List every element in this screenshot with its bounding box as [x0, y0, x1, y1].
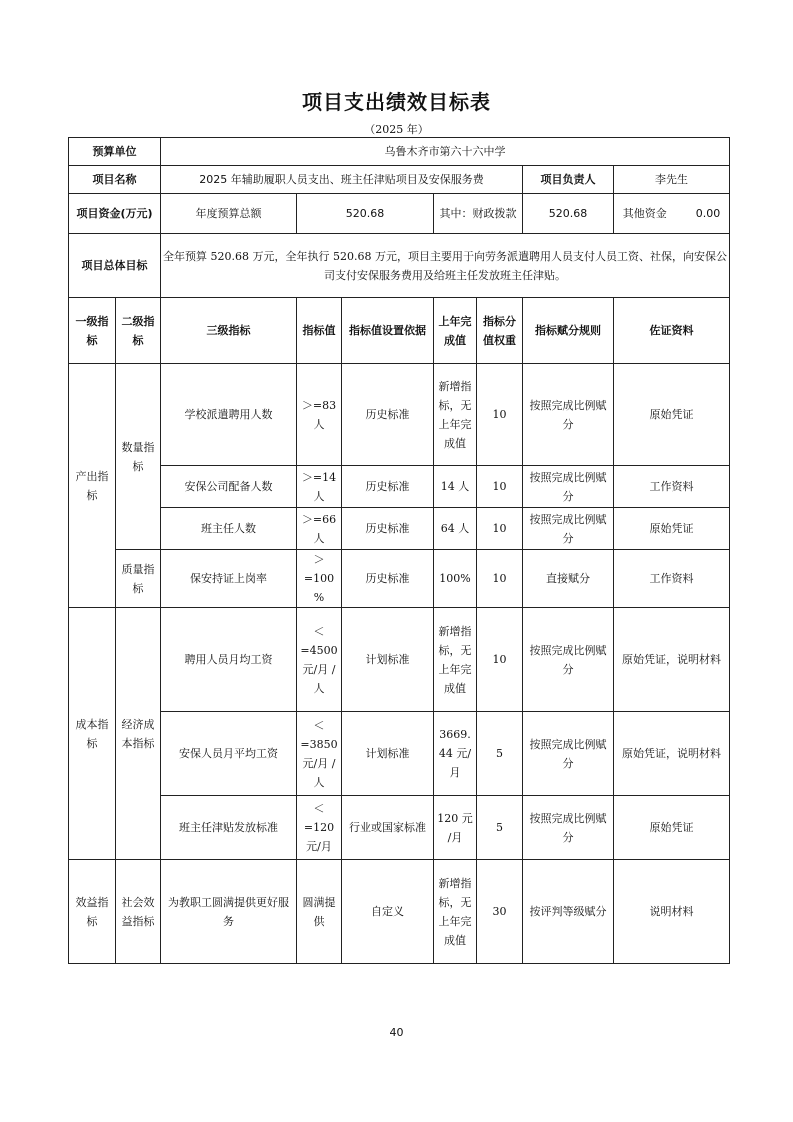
col-last-year: 上年完成值	[434, 298, 477, 364]
annual-total-label: 年度预算总额	[161, 194, 297, 234]
indicator-value: ＞ =100%	[297, 550, 342, 608]
fiscal-value: 520.68	[523, 194, 614, 234]
group-cost: 成本指标	[69, 608, 116, 860]
indicator-weight: 5	[477, 796, 523, 860]
table-row	[69, 508, 730, 550]
indicator-name: 保安持证上岗率	[161, 550, 297, 608]
other-funds-label: 其他资金	[622, 207, 667, 220]
group-social: 社会效益指标	[116, 860, 161, 964]
group-quality: 质量指标	[116, 550, 161, 608]
other-funds-cell	[614, 194, 730, 234]
indicator-basis: 自定义	[342, 860, 434, 964]
goal-label: 项目总体目标	[69, 234, 161, 298]
indicator-basis: 历史标准	[342, 550, 434, 608]
table-row	[69, 608, 730, 712]
indicator-rule: 按照完成比例赋分	[523, 796, 614, 860]
indicator-weight: 10	[477, 550, 523, 608]
indicator-weight: 5	[477, 712, 523, 796]
indicator-name: 聘用人员月均工资	[161, 608, 297, 712]
group-benefit: 效益指标	[69, 860, 116, 964]
indicator-weight: 10	[477, 364, 523, 466]
indicator-name: 班主任津贴发放标准	[161, 796, 297, 860]
indicator-basis: 计划标准	[342, 608, 434, 712]
indicator-basis: 历史标准	[342, 508, 434, 550]
budget-unit-label: 预算单位	[69, 138, 161, 166]
table-row	[69, 466, 730, 508]
indicator-basis: 计划标准	[342, 712, 434, 796]
indicator-rule: 按照完成比例赋分	[523, 466, 614, 508]
indicator-evidence: 原始凭证，说明材料	[614, 712, 730, 796]
indicator-name: 为教职工圆满提供更好服务	[161, 860, 297, 964]
leader-value: 李先生	[614, 166, 730, 194]
project-name-label: 项目名称	[69, 166, 161, 194]
col-level1: 一级指标	[69, 298, 116, 364]
indicator-last-year: 64 人	[434, 508, 477, 550]
project-name-value: 2025 年辅助履职人员支出、班主任津贴项目及安保服务费	[161, 166, 523, 194]
leader-label: 项目负责人	[523, 166, 614, 194]
annual-total-value: 520.68	[297, 194, 434, 234]
performance-table	[68, 137, 730, 964]
table-row	[69, 860, 730, 964]
indicator-last-year: 新增指标，无上年完成值	[434, 608, 477, 712]
indicator-value: ＞=66 人	[297, 508, 342, 550]
indicator-weight: 10	[477, 608, 523, 712]
indicator-value: ＞=83 人	[297, 364, 342, 466]
col-value: 指标值	[297, 298, 342, 364]
indicator-rule: 按照完成比例赋分	[523, 364, 614, 466]
indicator-rule: 按评判等级赋分	[523, 860, 614, 964]
indicator-value: ＜ =120 元/月	[297, 796, 342, 860]
budget-unit-value: 乌鲁木齐市第六十六中学	[161, 138, 730, 166]
year-label: （2025 年）	[364, 123, 429, 136]
indicator-evidence: 说明材料	[614, 860, 730, 964]
funds-label: 项目资金(万元)	[69, 194, 161, 234]
page-title: 项目支出绩效目标表	[302, 90, 491, 114]
indicator-evidence: 原始凭证	[614, 796, 730, 860]
indicator-value: ＞=14 人	[297, 466, 342, 508]
fiscal-label: 其中：财政拨款	[434, 194, 523, 234]
goal-text: 全年预算 520.68 万元，全年执行 520.68 万元，项目主要用于向劳务派遣聘用人员支付人员工资、社保，向安保公司支付安保服务费用及给班主任发放班主任津贴。	[161, 234, 730, 298]
indicator-last-year: 新增指标，无上年完成值	[434, 364, 477, 466]
indicator-basis: 历史标准	[342, 466, 434, 508]
indicator-weight: 10	[477, 466, 523, 508]
indicator-evidence: 工作资料	[614, 466, 730, 508]
indicator-weight: 10	[477, 508, 523, 550]
indicator-evidence: 原始凭证	[614, 364, 730, 466]
indicator-evidence: 原始凭证，说明材料	[614, 608, 730, 712]
indicator-value: ＜ =3850 元/月 /人	[297, 712, 342, 796]
col-level3: 三级指标	[161, 298, 297, 364]
table-row	[69, 796, 730, 860]
indicator-name: 安保人员月平均工资	[161, 712, 297, 796]
indicator-last-year: 100%	[434, 550, 477, 608]
indicator-rule: 按照完成比例赋分	[523, 712, 614, 796]
table-row	[69, 712, 730, 796]
col-evidence: 佐证资料	[614, 298, 730, 364]
indicator-last-year: 120 元 /月	[434, 796, 477, 860]
table-row	[69, 550, 730, 608]
indicator-rule: 按照完成比例赋分	[523, 608, 614, 712]
indicator-last-year: 3669. 44 元/月	[434, 712, 477, 796]
indicator-basis: 行业或国家标准	[342, 796, 434, 860]
indicator-value: 圆满提供	[297, 860, 342, 964]
col-basis: 指标值设置依据	[342, 298, 434, 364]
indicator-weight: 30	[477, 860, 523, 964]
other-funds-value: 0.00	[695, 207, 721, 220]
indicator-evidence: 原始凭证	[614, 508, 730, 550]
indicator-name: 班主任人数	[161, 508, 297, 550]
indicator-name: 安保公司配备人数	[161, 466, 297, 508]
col-level2: 二级指标	[116, 298, 161, 364]
indicator-basis: 历史标准	[342, 364, 434, 466]
col-rule: 指标赋分规则	[523, 298, 614, 364]
group-economic: 经济成本指标	[116, 608, 161, 860]
page-number: 40	[389, 1026, 404, 1039]
indicator-last-year: 14 人	[434, 466, 477, 508]
col-weight: 指标分值权重	[477, 298, 523, 364]
indicator-name: 学校派遣聘用人数	[161, 364, 297, 466]
group-output: 产出指标	[69, 364, 116, 608]
indicator-evidence: 工作资料	[614, 550, 730, 608]
group-quantity: 数量指标	[116, 364, 161, 550]
indicator-rule: 直接赋分	[523, 550, 614, 608]
table-row	[69, 364, 730, 466]
indicator-value: ＜ =4500 元/月 /人	[297, 608, 342, 712]
indicator-last-year: 新增指标，无上年完成值	[434, 860, 477, 964]
indicator-rule: 按照完成比例赋分	[523, 508, 614, 550]
